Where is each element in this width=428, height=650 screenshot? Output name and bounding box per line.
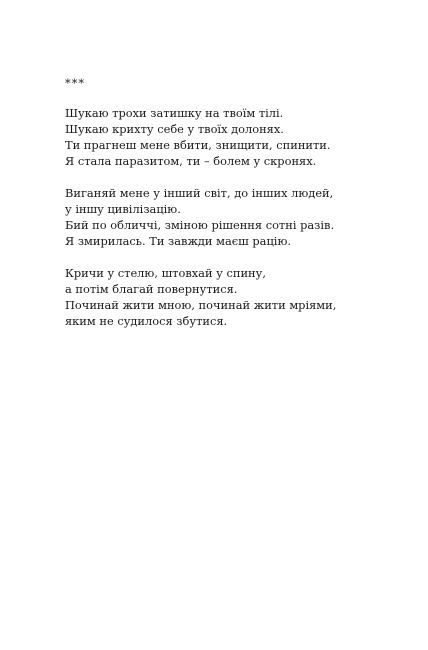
poem-line: Кричи у стелю, штовхай у спину, bbox=[65, 266, 266, 280]
poem-line: Бий по обличчі, зміною рішення сотні разів. bbox=[65, 218, 335, 232]
poem-line: яким не судилося збутися. bbox=[65, 314, 228, 328]
section-marker: *** bbox=[65, 76, 86, 90]
poem-line: Шукаю трохи затишку на твоїм тілі. bbox=[65, 106, 284, 120]
stanza-2 bbox=[65, 185, 405, 249]
poem-line: Я стала паразитом, ти – болем у скронях. bbox=[65, 154, 317, 168]
poem bbox=[65, 75, 405, 345]
poem-line: а потім благай повернутися. bbox=[65, 282, 238, 296]
poem-line: Я змирилась. Ти завжди маєш рацію. bbox=[65, 234, 291, 248]
poem-line: Виганяй мене у інший світ, до інших людей, bbox=[65, 186, 334, 200]
poem-line: Починай жити мною, починай жити мріями, bbox=[65, 298, 337, 312]
poem-line: Шукаю крихту себе у твоїх долонях. bbox=[65, 122, 284, 136]
poem-line: Ти прагнеш мене вбити, знищити, спинити. bbox=[65, 138, 331, 152]
stanza-1 bbox=[65, 105, 405, 169]
poem-line: у іншу цивілізацію. bbox=[65, 202, 181, 216]
stanza-3 bbox=[65, 265, 405, 329]
